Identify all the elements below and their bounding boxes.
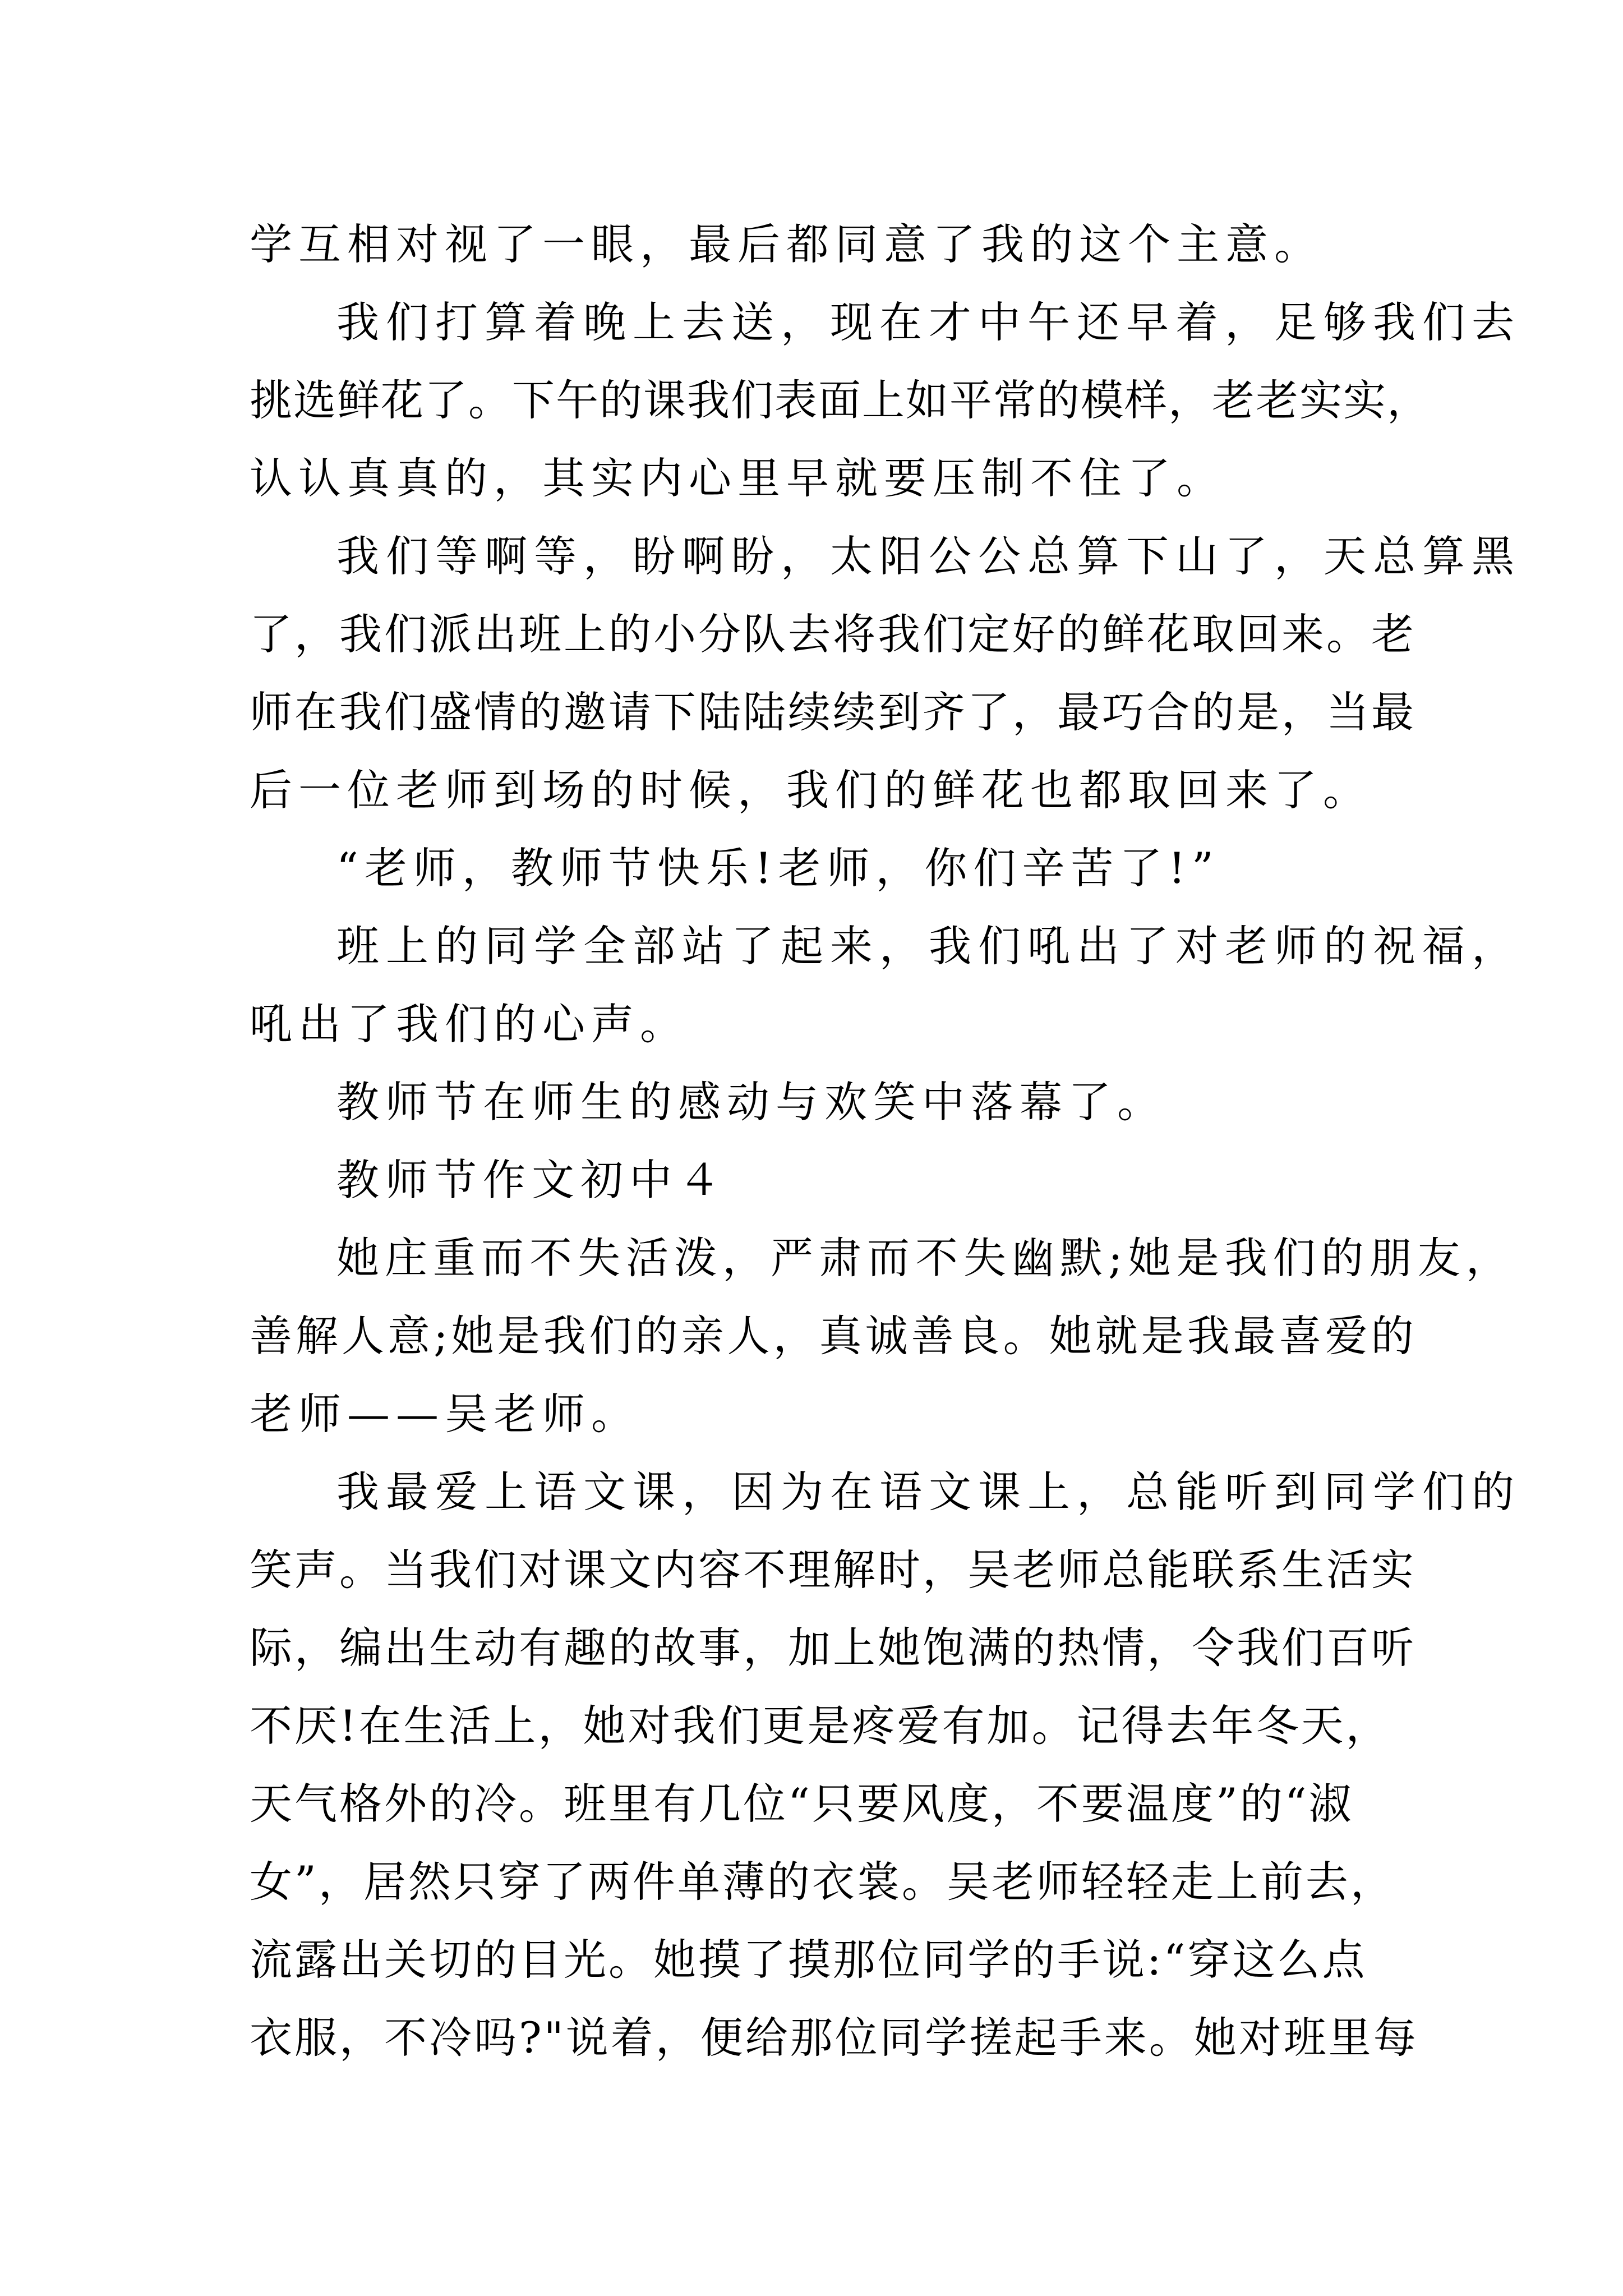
text-line-19: 际，编出生动有趣的故事，加上她饱满的热情，令我们百听 bbox=[250, 1623, 1416, 1673]
section-heading: 教师节作文初中４ bbox=[336, 1155, 727, 1205]
text-line-16: 老师——吴老师。 bbox=[250, 1389, 640, 1439]
text-line-18: 笑声。当我们对课文内容不理解时，吴老师总能联系生活实 bbox=[250, 1545, 1416, 1595]
text-line-7: 师在我们盛情的邀请下陆陆续续到齐了，最巧合的是，当最 bbox=[250, 687, 1416, 737]
text-line-24: 衣服，不冷吗?"说着，便给那位同学搓起手来。她对班里每 bbox=[250, 2013, 1418, 2063]
text-line-10: 班上的同学全部站了起来，我们吼出了对老师的祝福， bbox=[336, 921, 1521, 971]
text-line-4: 认认真真的，其实内心里早就要压制不住了。 bbox=[250, 453, 1225, 503]
text-line-20: 不厌!在生活上，她对我们更是疼爱有加。记得去年冬天， bbox=[250, 1701, 1391, 1751]
text-line-12: 教师节在师生的感动与欢笑中落幕了。 bbox=[336, 1077, 1166, 1127]
text-line-14: 她庄重而不失活泼，严肃而不失幽默;她是我们的朋友， bbox=[336, 1233, 1514, 1283]
text-line-22: 女”，居然只穿了两件单薄的衣裳。吴老师轻轻走上前去， bbox=[250, 1857, 1395, 1907]
text-line-8: 后一位老师到场的时候，我们的鲜花也都取回来了。 bbox=[250, 765, 1372, 815]
text-line-1: 学互相对视了一眼，最后都同意了我的这个主意。 bbox=[250, 219, 1323, 269]
text-line-2: 我们打算着晚上去送，现在才中午还早着，足够我们去 bbox=[336, 297, 1521, 347]
text-line-11: 吼出了我们的心声。 bbox=[250, 999, 689, 1049]
text-line-5: 我们等啊等，盼啊盼，太阳公公总算下山了，天总算黑 bbox=[336, 531, 1521, 581]
text-line-21: 天气格外的冷。班里有几位“只要风度，不要温度”的“淑 bbox=[250, 1779, 1354, 1829]
text-line-9: “老师，教师节快乐!老师，你们辛苦了!” bbox=[336, 843, 1220, 893]
text-line-17: 我最爱上语文课，因为在语文课上，总能听到同学们的 bbox=[336, 1467, 1521, 1517]
text-line-3: 挑选鲜花了。下午的课我们表面上如平常的模样，老老实实， bbox=[250, 375, 1431, 425]
text-line-6: 了，我们派出班上的小分队去将我们定好的鲜花取回来。老 bbox=[250, 609, 1416, 659]
text-line-15: 善解人意;她是我们的亲人，真诚善良。她就是我最喜爱的 bbox=[250, 1311, 1417, 1361]
text-line-23: 流露出关切的目光。她摸了摸那位同学的手说:“穿这么点 bbox=[250, 1935, 1367, 1985]
